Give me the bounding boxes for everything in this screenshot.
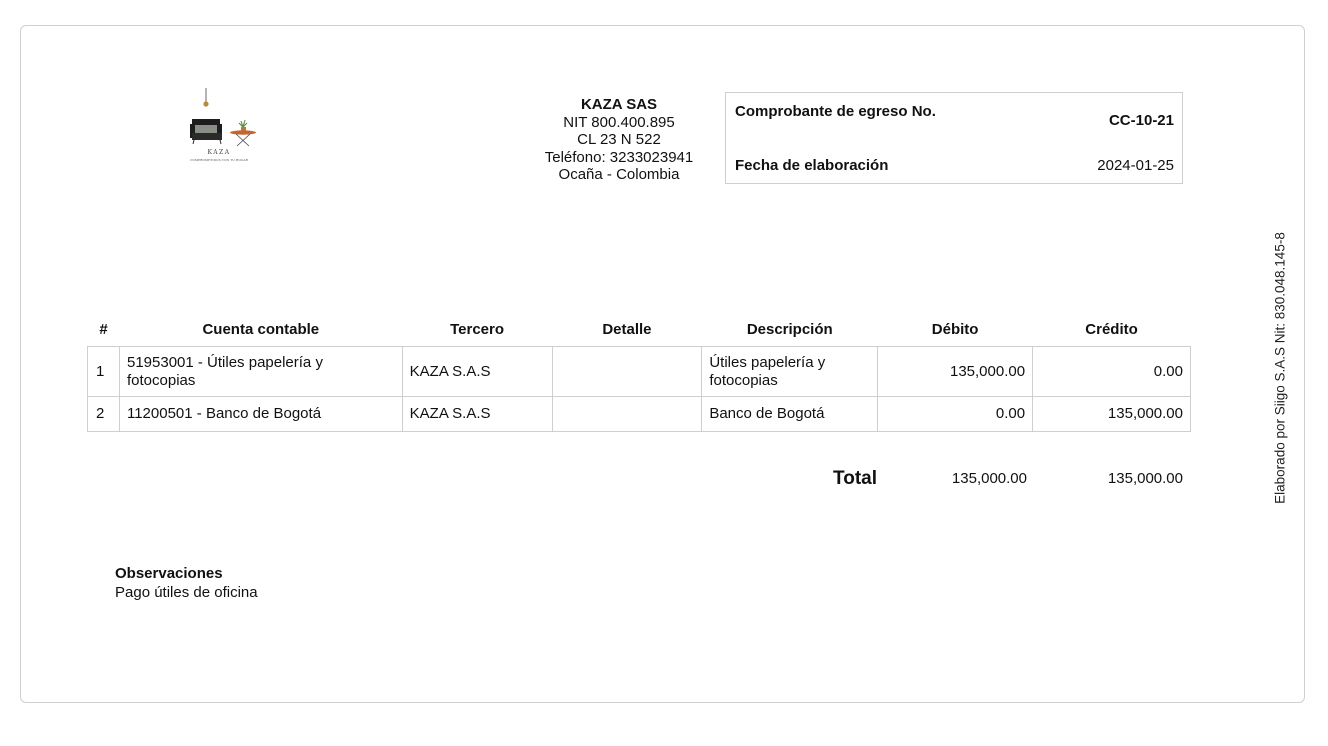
row-index: 1 [88,347,120,397]
row-debit: 0.00 [878,397,1033,432]
header-debit: Débito [931,320,979,338]
header-index: # [99,320,108,338]
software-credit: Elaborado por Siigo S.A.S Nit: 830.048.145-8 [1272,232,1288,504]
document-info-box [725,92,1183,184]
header-third-party: Tercero [450,320,505,338]
header-description: Descripción [746,320,833,338]
row-credit: 135,000.00 [1033,397,1191,432]
logo-brand-text: KAZA [207,149,231,156]
company-nit: NIT 800.400.895 [563,113,675,131]
company-name: KAZA SAS [580,96,658,113]
accounting-entries-table [87,312,1191,432]
company-phone: Teléfono: 3233023941 [544,148,694,166]
observations-text: Pago útiles de oficina [115,584,258,601]
company-logo [186,88,262,178]
row-index: 2 [88,397,120,432]
total-label: Total [833,468,877,489]
table-row [88,347,1191,397]
document-type-label: Comprobante de egreso No. [735,103,936,120]
header-credit: Crédito [1085,320,1138,338]
header-account: Cuenta contable [202,320,320,338]
header-detail: Detalle [602,320,652,338]
logo-tagline-text: COMPROMETIDOS CON TU HOGAR [190,159,239,162]
observations-title: Observaciones [115,565,223,582]
row-credit: 0.00 [1033,347,1191,397]
table-header-row [88,312,1191,347]
company-address: CL 23 N 522 [577,131,661,148]
row-third-party: KAZA S.A.S [402,397,552,432]
row-third-party: KAZA S.A.S [402,347,552,397]
row-detail [552,347,702,397]
document-date: 2024-01-25 [1097,157,1174,174]
row-account: 11200501 - Banco de Bogotá [119,397,402,432]
row-detail [552,397,702,432]
total-debit: 135,000.00 [951,470,1027,487]
document-date-label: Fecha de elaboración [735,157,889,174]
observations-section [115,564,258,602]
row-description: Útiles papelería y fotocopias [702,347,878,397]
row-description: Banco de Bogotá [702,397,878,432]
table-row [88,397,1191,432]
total-credit: 135,000.00 [1107,470,1183,487]
row-account: 51953001 - Útiles papelería y fotocopias [119,347,402,397]
company-city: Ocaña - Colombia [558,166,680,183]
row-debit: 135,000.00 [878,347,1033,397]
company-info [528,96,710,184]
document-number: CC-10-21 [1108,112,1174,129]
